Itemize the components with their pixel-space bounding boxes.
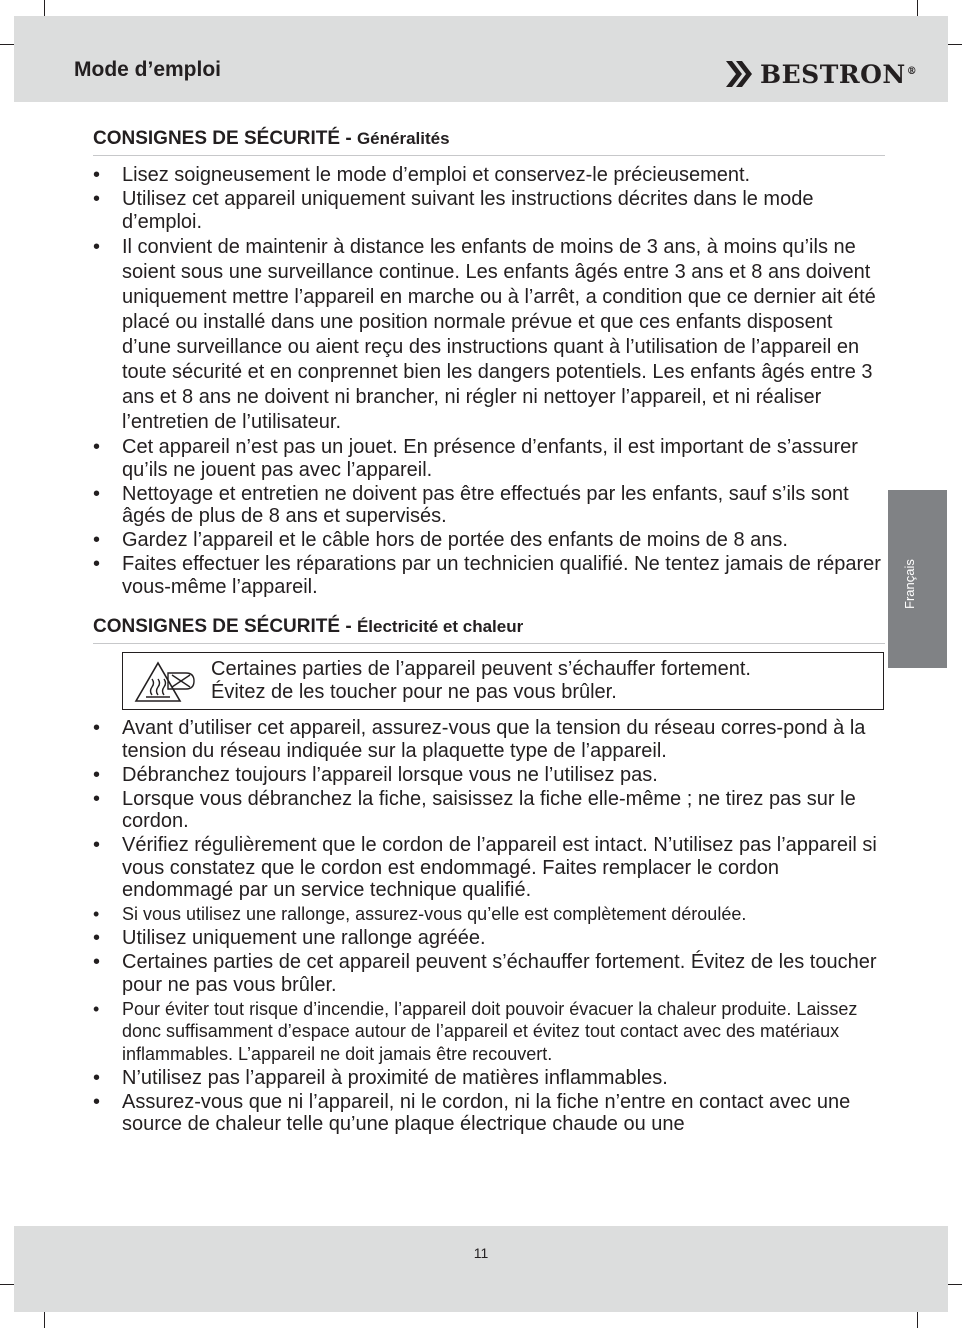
list-item: • Utilisez cet appareil uniquement suivant les instructions décrites dans le mode d’emploi.	[93, 188, 885, 233]
list-item: • Il convient de maintenir à distance les enfants de moins de 3 ans, à moins qu’ils ne soient sous une surveillance continue. Les enfants âgés entre 3 ans et 8 ans doivent uniquement mettre l’appareil en marche ou à l’arrêt, a condition que ce dernier ait été placé ou installé dans une position normale prévue et que ces enfants disposent d’une surveillance ou aient reçu des instructions quant à l’utilisation de l’appareil en toute sécurité et en conprennet bien les dangers potentiels. Les enfants âgés entre 3 ans et 8 ans ne doivent ni brancher, ni régler ni nettoyer l’appareil, et ni réaliser l’entretien de l’utilisateur.	[93, 235, 885, 435]
list-item: • Assurez-vous que ni l’appareil, ni le cordon, ni la fiche n’entre en contact avec une source de chaleur telle qu’une plaque électrique chaude ou une	[93, 1091, 885, 1136]
list-item: • Si vous utilisez une rallonge, assurez-vous qu’elle est complètement déroulée.	[93, 903, 885, 926]
brand-logo	[726, 56, 917, 92]
list-item: • Lisez soigneusement le mode d’emploi et conservez-le précieusement.	[93, 164, 885, 187]
list-item: • Certaines parties de cet appareil peuvent s’échauffer fortement. Évitez de les toucher pour ne pas vous brûler.	[93, 951, 885, 996]
list-item: • Gardez l’appareil et le câble hors de portée des enfants de moins de 8 ans.	[93, 529, 885, 552]
list-item: • Pour éviter tout risque d’incendie, l’appareil doit pouvoir évacuer la chaleur produite. Laissez donc suffisamment d’espace autour de l’appareil et évitez tout contact avec des matériaux inflammables. L’appareil ne doit jamais être recouvert.	[93, 998, 885, 1066]
warning-text: Certaines parties de l’appareil peuvent s’échauffer fortement. Évitez de les toucher pour ne pas vous brûler.	[211, 658, 751, 703]
registered-mark: ®	[906, 65, 918, 77]
list-item: • Nettoyage et entretien ne doivent pas être effectués par les enfants, sauf s’ils sont âgés de plus de 8 ans et supervisés.	[93, 483, 885, 528]
list-item: • Vérifiez régulièrement que le cordon de l’appareil est intact. N’utilisez pas l’appareil si vous constatez que le cordon est endommagé. Faites remplacer le cordon endommagé par un service technique qualifié.	[93, 834, 885, 902]
hot-surface-icon	[123, 656, 211, 706]
electricity-safety-list	[93, 717, 885, 1136]
list-item: • Avant d’utiliser cet appareil, assurez-vous que la tension du réseau corres-pond à la tension du réseau indiquée sur la plaquette type de l’appareil.	[93, 717, 885, 762]
list-item: • Cet appareil n’est pas un jouet. En présence d’enfants, il est important de s’assurer qu’ils ne jouent pas avec l’appareil.	[93, 436, 885, 481]
list-item: • Débranchez toujours l’appareil lorsque vous ne l’utilisez pas.	[93, 764, 885, 787]
language-tab	[888, 490, 947, 668]
list-item: • Lorsque vous débranchez la fiche, saisissez la fiche elle-même ; ne tirez pas sur le cordon.	[93, 788, 885, 833]
general-safety-list	[93, 164, 885, 598]
language-tab-label: Français	[902, 559, 917, 609]
section-heading-electricity: CONSIGNES DE SÉCURITÉ - Électricité et chaleur	[93, 616, 885, 644]
page-number: 11	[473, 1245, 489, 1261]
brand-name: BESTRON®	[760, 59, 918, 89]
page-title: Mode d’emploi	[74, 58, 221, 81]
list-item: • N’utilisez pas l’appareil à proximité de matières inflammables.	[93, 1067, 885, 1090]
brand-chevrons-icon	[726, 58, 756, 90]
list-item: • Faites effectuer les réparations par un technicien qualifié. Ne tentez jamais de réparer vous-même l’appareil.	[93, 553, 885, 598]
section-heading-general: CONSIGNES DE SÉCURITÉ - Généralités	[93, 128, 885, 156]
manual-content	[93, 128, 885, 1137]
footer-band	[14, 1226, 948, 1312]
list-item: • Utilisez uniquement une rallonge agréée.	[93, 927, 885, 950]
hot-surface-warning	[122, 652, 884, 710]
